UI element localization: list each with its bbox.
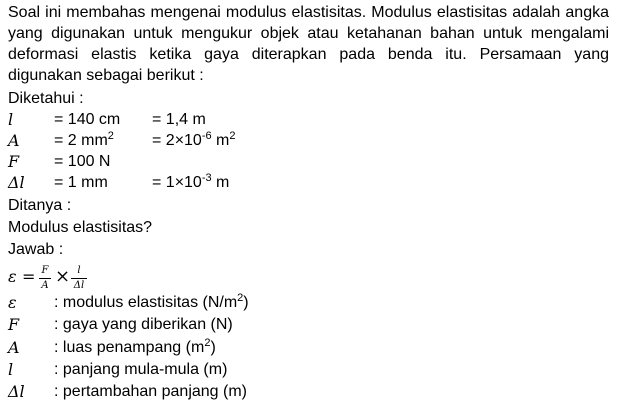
value-l-cm: = 140 cm [54, 111, 121, 128]
value-delta-l-m-exp: -3 [201, 172, 212, 184]
symbol-A: A [8, 131, 20, 150]
formula-epsilon: ε [8, 267, 17, 286]
value-A-mm2-sup: 2 [107, 130, 114, 142]
definition-delta-length [8, 381, 608, 402]
ditanya-question: Modulus elastisitas? [8, 219, 153, 236]
formula-equals: = [22, 267, 36, 286]
def-symbol-l: l [8, 360, 14, 379]
def-symbol-delta-l: Δl [8, 382, 25, 401]
value-delta-l-mm: = 1 mm [54, 174, 108, 191]
given-row-delta-length [8, 172, 608, 193]
value-A-mm2 [54, 130, 114, 153]
symbol-delta-l: Δl [8, 173, 25, 192]
def-text-epsilon-main: : modulus elastisitas (N/m [54, 294, 238, 311]
value-A-m2 [152, 130, 236, 153]
jawab-heading: Jawab : [8, 241, 64, 258]
formula-frac1-denominator: A [41, 280, 49, 291]
def-text-A [54, 337, 216, 360]
def-symbol-A: A [8, 338, 20, 357]
given-row-length [8, 109, 608, 130]
value-delta-l-m-base: = 1×10 [152, 174, 202, 191]
definition-force [8, 314, 608, 335]
value-A-m2-base: = 2×10 [152, 132, 202, 149]
value-F: = 100 N [54, 153, 111, 170]
symbol-F: F [8, 152, 20, 171]
diketahui-heading: Diketahui : [8, 90, 84, 107]
ditanya-heading: Ditanya : [8, 197, 72, 214]
def-symbol-F: F [8, 315, 20, 334]
value-A-m2-unit: m [211, 132, 230, 149]
given-row-force [8, 151, 608, 172]
definition-epsilon [8, 292, 608, 313]
def-text-l: : panjang mula-mula (m) [54, 361, 228, 378]
value-A-m2-exp: -6 [201, 130, 212, 142]
def-text-F: : gaya yang diberikan (N) [54, 316, 233, 333]
formula-frac2-bar [71, 278, 87, 279]
def-text-epsilon-sup: 2 [237, 292, 244, 304]
formula-frac1-bar [39, 278, 51, 279]
def-text-epsilon-tail: ) [243, 294, 249, 311]
def-text-delta-l: : pertambahan panjang (m) [54, 383, 247, 400]
value-l-m: = 1,4 m [152, 111, 206, 128]
value-A-mm2-base: = 2 mm [54, 132, 108, 149]
value-A-m2-unit-sup: 2 [229, 130, 236, 142]
formula-frac1-numerator: F [41, 265, 49, 276]
elasticity-formula [8, 265, 208, 293]
def-symbol-epsilon: ε [8, 293, 17, 312]
formula-times: × [55, 266, 71, 287]
def-text-A-tail: ) [210, 339, 216, 356]
value-delta-l-m [152, 172, 229, 195]
formula-fraction-f-over-a [38, 265, 52, 293]
definition-area [8, 337, 608, 358]
intro-paragraph: Soal ini membahas mengenai modulus elastisitas. Modulus elastisitas adalah angka yang digunakan untuk mengukur objek atau ketahanan bahan untuk mengalami deformasi elastis ketika gaya diterapkan pada benda itu. Persamaan yang digunakan sebagai berikut : [8, 4, 609, 84]
def-text-epsilon [54, 292, 249, 315]
symbol-l: l [8, 110, 14, 129]
formula-fraction-l-over-delta-l [70, 265, 88, 293]
value-delta-l-m-unit: m [211, 174, 230, 191]
formula-frac2-numerator: l [77, 265, 81, 276]
given-row-area [8, 130, 608, 151]
def-text-A-main: : luas penampang (m [54, 339, 205, 356]
definition-length [8, 359, 608, 380]
formula-frac2-denominator: Δl [73, 280, 85, 291]
def-text-A-sup: 2 [204, 337, 211, 349]
